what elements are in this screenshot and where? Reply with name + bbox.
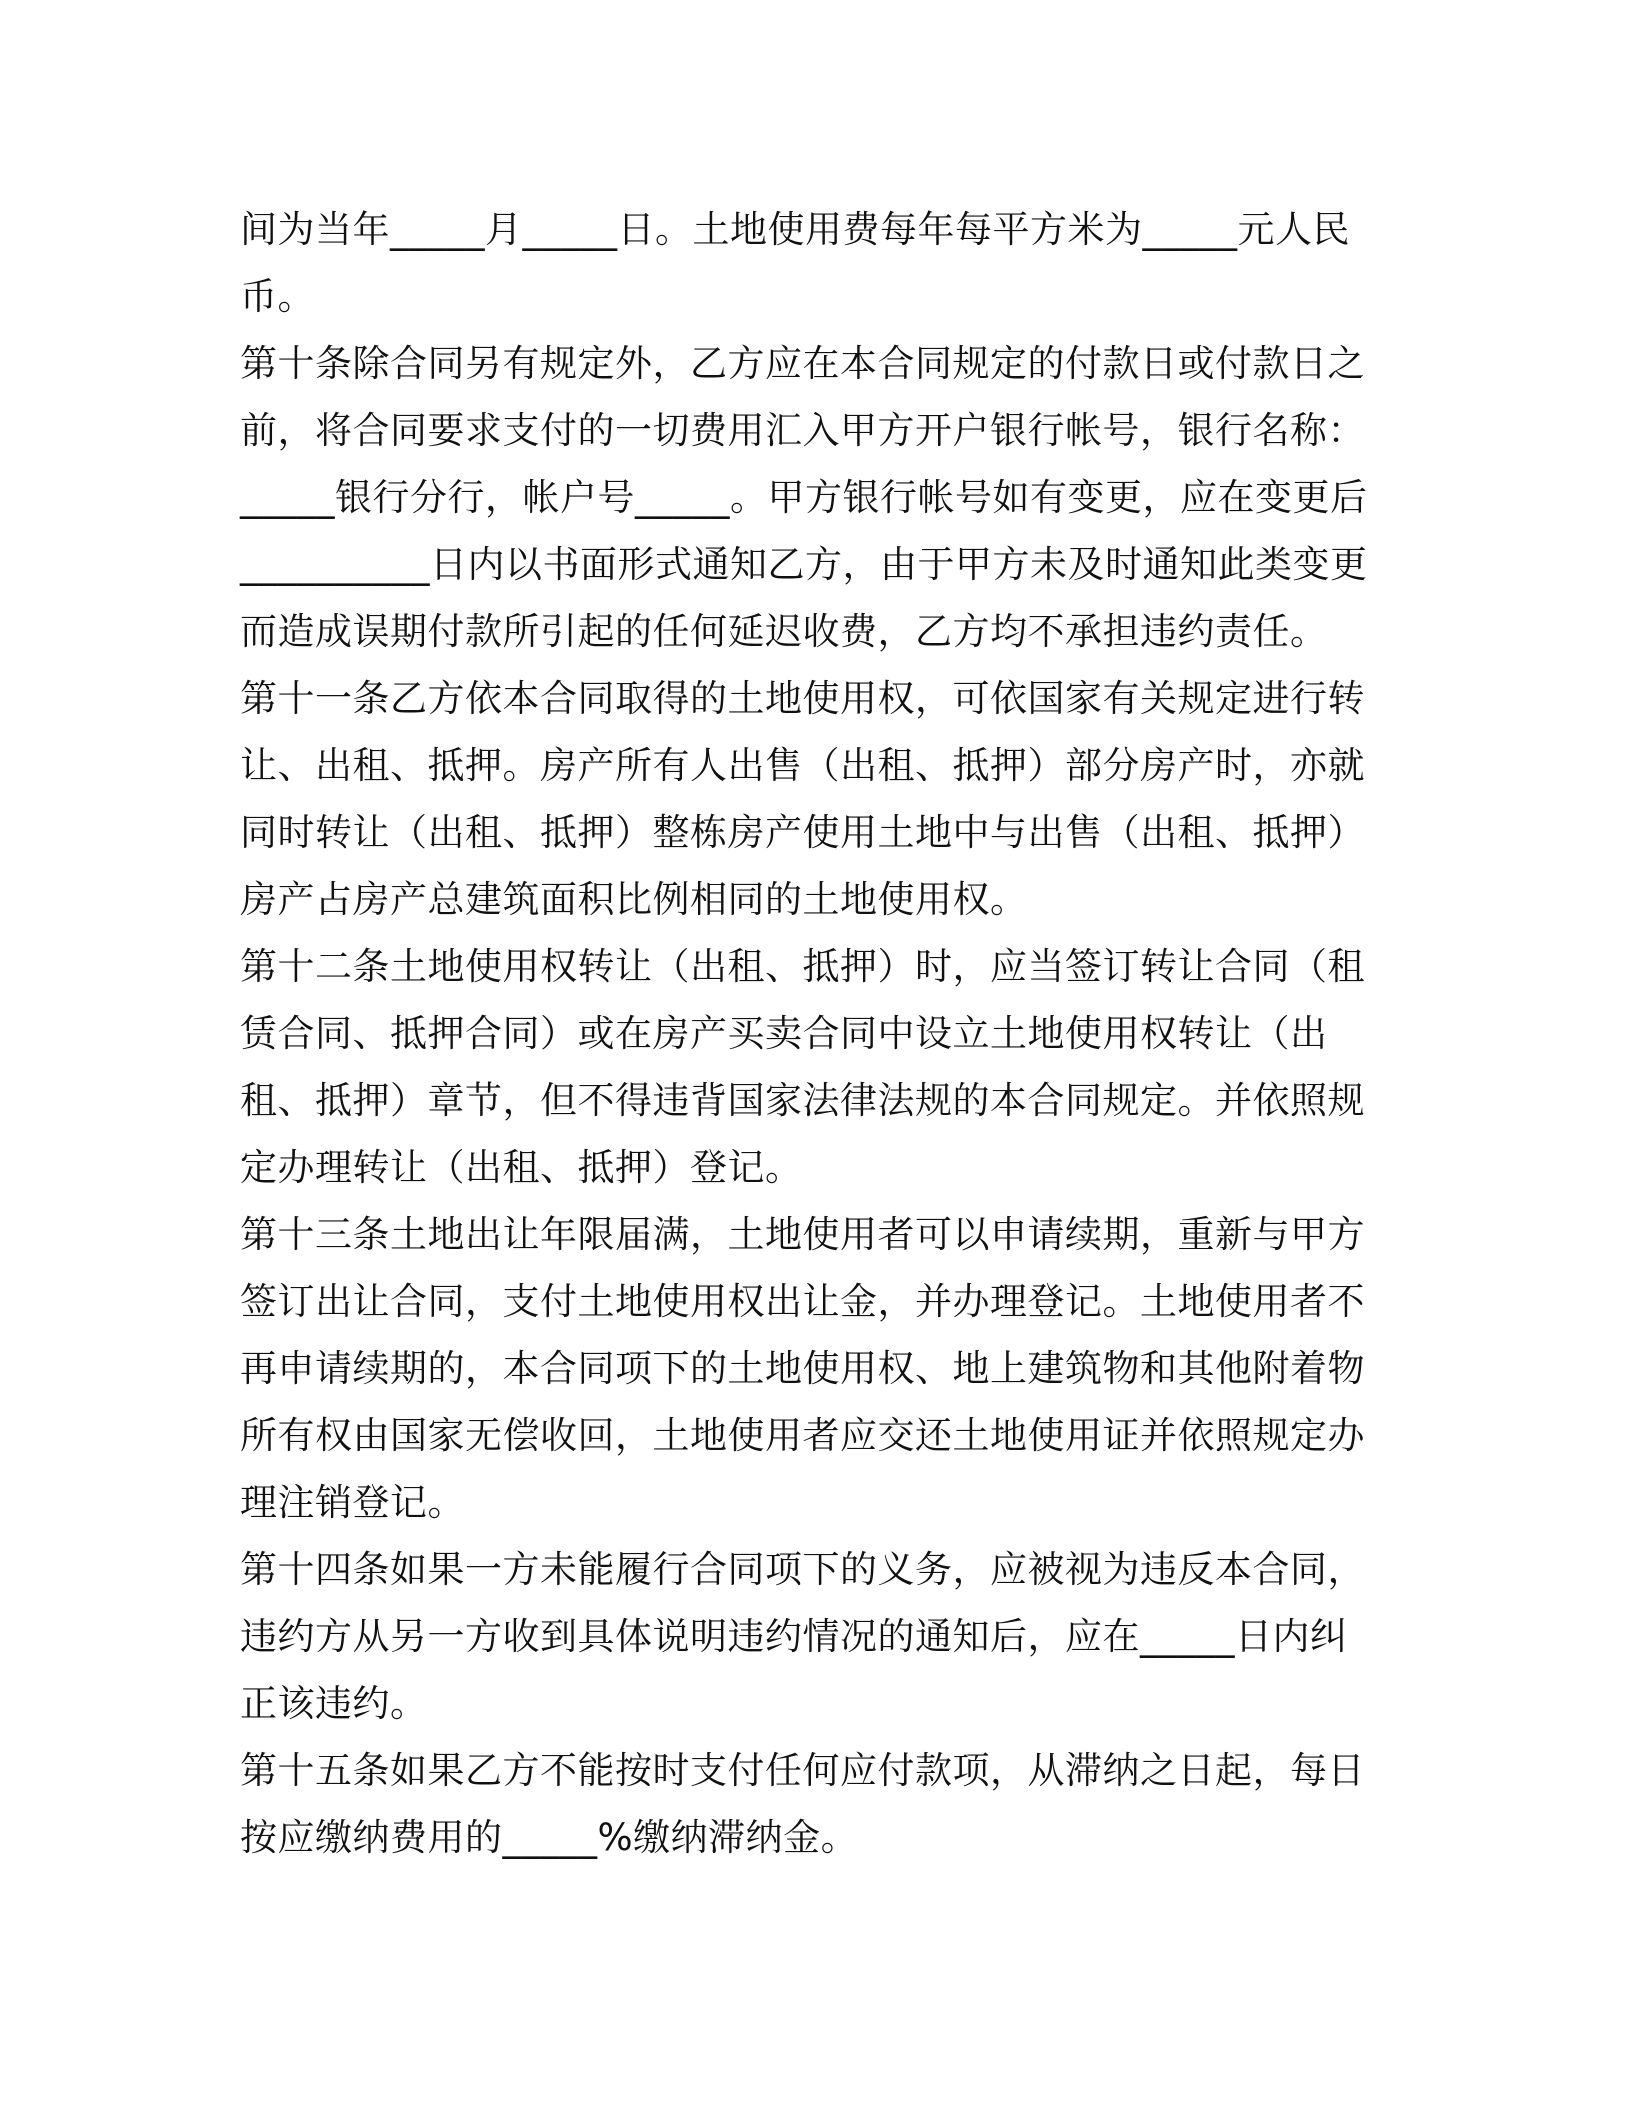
paragraph-article-12: 第十二条土地使用权转让（出租、抵押）时，应当签订转让合同（租赁合同、抵押合同）或在房产买卖合同中设立土地使用权转让（出租、抵押）章节，但不得违背国家法律法规的本合同规定。并依照规定办理转让（出租、抵押）登记。	[240, 945, 1365, 1189]
paragraph-article-14: 第十四条如果一方未能履行合同项下的义务，应被视为违反本合同，违约方从另一方收到具体说明违约情况的通知后，应在_____日内纠正该违约。	[240, 1548, 1365, 1725]
paragraph-land-fee-date: 间为当年_____月_____日。土地使用费每年每平方米为_____元人民币。	[240, 208, 1350, 318]
paragraph-article-13: 第十三条土地出让年限届满，土地使用者可以申请续期，重新与甲方签订出让合同，支付土地使用权出让金，并办理登记。土地使用者不再申请续期的，本合同项下的土地使用权、地上建筑物和其他附着物所有权由国家无偿收回，土地使用者应交还土地使用证并依照规定办理注销登记。	[240, 1213, 1365, 1524]
contract-body	[240, 196, 1380, 1871]
paragraph-article-11: 第十一条乙方依本合同取得的土地使用权，可依国家有关规定进行转让、出租、抵押。房产所有人出售（出租、抵押）部分房产时，亦就同时转让（出租、抵押）整栋房产使用土地中与出售（出租、抵押）房产占房产总建筑面积比例相同的土地使用权。	[240, 677, 1365, 921]
paragraph-article-10: 第十条除合同另有规定外，乙方应在本合同规定的付款日或付款日之前，将合同要求支付的一切费用汇入甲方开户银行帐号，银行名称：_____银行分行，帐户号_____。甲方银行帐号如有变更，应在变更后__________日内以书面形式通知乙方，由于甲方未及时通知此类变更而造成误期付款所引起的任何延迟收费，乙方均不承担违约责任。	[240, 342, 1368, 653]
paragraph-article-15: 第十五条如果乙方不能按时支付任何应付款项，从滞纳之日起，每日按应缴纳费用的_____%缴纳滞纳金。	[240, 1749, 1365, 1859]
